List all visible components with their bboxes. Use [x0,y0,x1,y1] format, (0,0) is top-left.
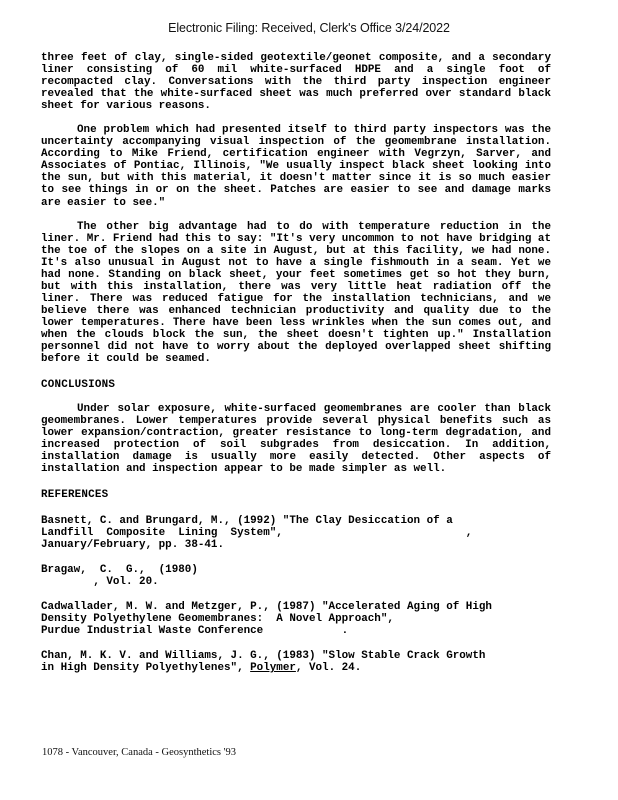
reference-text: , Vol. 24. [295,661,362,674]
journal-title: Polymer [250,661,296,674]
reference-line: Landfill Composite Lining System", , [41,526,473,539]
reference-line: Chan, M. K. V. and Williams, J. G., (1983) "Slow Stable Crack Growth [41,649,486,662]
paragraph-temperature: The other big advantage had to do with temperature reduction in the liner. Mr. Friend had this to say: "It's very uncommon to not have bridging at the toe of the slopes on a site in August, but at this facility, we had none. It's also unusual in August not to have a single fishmouth in a seam. Yet we had none. Standing on black sheet, your feet sometimes get so hot they burn, but with this installation, there was very little heat radiation off the liner. There was reduced fatigue for the installation technicians, and we believe there was enhanced technician productivity and quality due to the lower temperatures. There have been less wrinkles when the sun comes out, and when the clouds block the sun, the sheet doesn't tighten up." Installation personnel did not have to worry about the deployed overlapped sheet shifting before it could be seamed. [41,220,551,366]
document-body [41,52,551,674]
reference-chan [41,650,551,674]
paragraph-conclusions: Under solar exposure, white-surfaced geomembranes are cooler than black geomembranes. Lower temperatures provide several physical benefits such as lower expansion/contraction, greater resistance to long-term degradation, and increased protection of soil subgrades from desiccation. In addition, installation damage is usually more easily detected. Other aspects of installation and inspection appear to be made simpler as well. [41,403,551,476]
reference-basnett [41,515,551,551]
reference-line: Cadwallader, M. W. and Metzger, P., (1987) "Accelerated Aging of High [41,600,492,613]
reference-line: Purdue Industrial Waste Conference . [41,624,349,637]
reference-cadwallader [41,601,551,637]
page-footer: 1078 - Vancouver, Canada - Geosynthetics '93 [42,747,237,758]
reference-line: January/February, pp. 38-41. [41,538,224,551]
paragraph-inspection: One problem which had presented itself to third party inspectors was the uncertainty accompanying visual inspection of the geomembrane installation. According to Mike Friend, certification engineer with Vegrzyn, Sarver, and Associates of Pontiac, Illinois, "We usually inspect black sheet looking into the sun, but with this material, it doesn't matter since it is so much easier to see things in or on the sheet. Patches are easier to see and damage marks are easier to see." [41,124,551,209]
paragraph-liner-description: three feet of clay, single-sided geotextile/geonet composite, and a secondary liner consisting of 60 mil white-surfaced HDPE and a single foot of recompacted clay. Conversations with the third party inspection engineer revealed that the white-surfaced sheet was much preferred over standard black sheet for various reasons. [41,52,551,113]
reference-line: Density Polyethylene Geomembranes: A Novel Approach", [41,612,394,625]
reference-bragaw [41,564,551,588]
reference-text: in High Density Polyethylenes", [41,661,251,674]
reference-line: Bragaw, C. G., (1980) [41,563,198,576]
reference-line: Basnett, C. and Brungard, M., (1992) "The Clay Desiccation of a [41,514,453,527]
reference-line [41,662,551,674]
conclusions-heading: CONCLUSIONS [41,379,116,392]
reference-line: , Vol. 20. [41,575,159,588]
filing-stamp: Electronic Filing: Received, Clerk's Office 3/24/2022 [168,21,450,35]
references-heading: REFERENCES [41,489,109,502]
